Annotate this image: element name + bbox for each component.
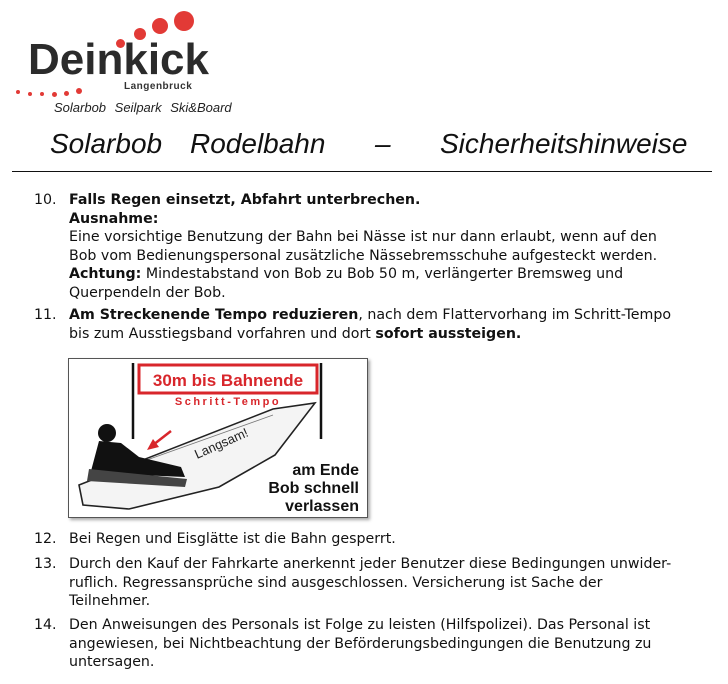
item-text: Bei Regen und Eisglätte ist die Bahn gesperrt.	[69, 531, 396, 547]
caption-line: Bob schnell	[268, 480, 359, 497]
logo-dot	[16, 90, 20, 94]
item-text: Durch den Kauf der Fahrkarte anerkennt jeder Benutzer diese Bedingungen unwider-	[69, 556, 672, 572]
caption-line: verlassen	[285, 498, 359, 515]
logo-dot	[64, 91, 69, 96]
item-text: Den Anweisungen des Personals ist Folge zu leisten (Hilfspolizei). Das Personal ist	[69, 617, 651, 633]
item-bold-text: Am Streckenende Tempo reduzieren	[69, 307, 359, 323]
exception-text: Eine vorsichtige Benutzung der Bahn bei Nässe ist nur dann erlaubt, wenn auf den	[69, 229, 657, 245]
title-dash: –	[375, 128, 391, 159]
item-heading: Falls Regen einsetzt, Abfahrt unterbrechen.	[69, 192, 421, 208]
caution-label: Achtung:	[69, 266, 142, 282]
exception-text: Bob vom Bedienungspersonal zusätzliche Nässebremsschuhe aufgesteckt werden.	[69, 247, 658, 264]
item-text: bis zum Ausstiegsband vorfahren und dort	[69, 325, 376, 342]
sign-title: 30m bis Bahnende	[152, 371, 304, 390]
item-text: untersagen.	[69, 654, 155, 670]
logo-tagline: Solarbob Seilpark Ski&Board	[54, 100, 232, 115]
item-text: Teilnehmer.	[69, 593, 151, 609]
title-sicherheitshinweise: Sicherheitshinweise	[440, 128, 688, 159]
speed-warning-illustration	[68, 358, 368, 518]
logo-dot	[174, 11, 194, 31]
caution-text: Querpendeln der Bob.	[69, 284, 226, 301]
caution-text: Mindestabstand von Bob zu Bob 50 m, verlängerter Bremsweg und	[141, 266, 624, 282]
logo	[8, 8, 258, 120]
logo-dot	[40, 92, 44, 96]
item-body	[69, 191, 714, 302]
illustration-drawing	[69, 359, 367, 517]
item-text: angewiesen, bei Nichtbeachtung der Beförderungsbedingungen die Benutzung zu	[69, 635, 652, 652]
logo-dot	[52, 92, 57, 97]
caption-line: am Ende	[292, 462, 359, 479]
logo-dot	[76, 88, 82, 94]
item-number: 13.	[34, 556, 57, 572]
title-divider	[12, 171, 712, 172]
title-solarbob: Solarbob	[50, 128, 163, 159]
item-number: 11.	[34, 307, 57, 323]
item-number: 14.	[34, 617, 57, 633]
item-text: , nach dem Flattervorhang im Schritt-Tempo	[358, 307, 672, 323]
logo-wordmark: Deinkick	[28, 35, 209, 84]
item-text: ruflich. Regressansprüche sind ausgeschlossen. Versicherung ist Sache der	[69, 574, 603, 591]
item-body	[69, 555, 714, 611]
sign-subtitle: Schritt-Tempo	[174, 396, 282, 408]
item-bold-text: sofort aussteigen.	[375, 325, 522, 342]
logo-dot	[152, 18, 168, 34]
title-rodelbahn: Rodelbahn	[190, 128, 326, 159]
logo-dot	[28, 92, 32, 96]
item-body	[69, 530, 714, 549]
logo-place: Langenbruck	[124, 81, 193, 92]
exception-label: Ausnahme:	[69, 210, 159, 227]
item-body	[69, 306, 714, 343]
track-label: Langsam!	[192, 424, 251, 462]
item-number: 12.	[34, 531, 57, 547]
item-body	[69, 616, 714, 672]
item-number: 10.	[34, 192, 57, 208]
